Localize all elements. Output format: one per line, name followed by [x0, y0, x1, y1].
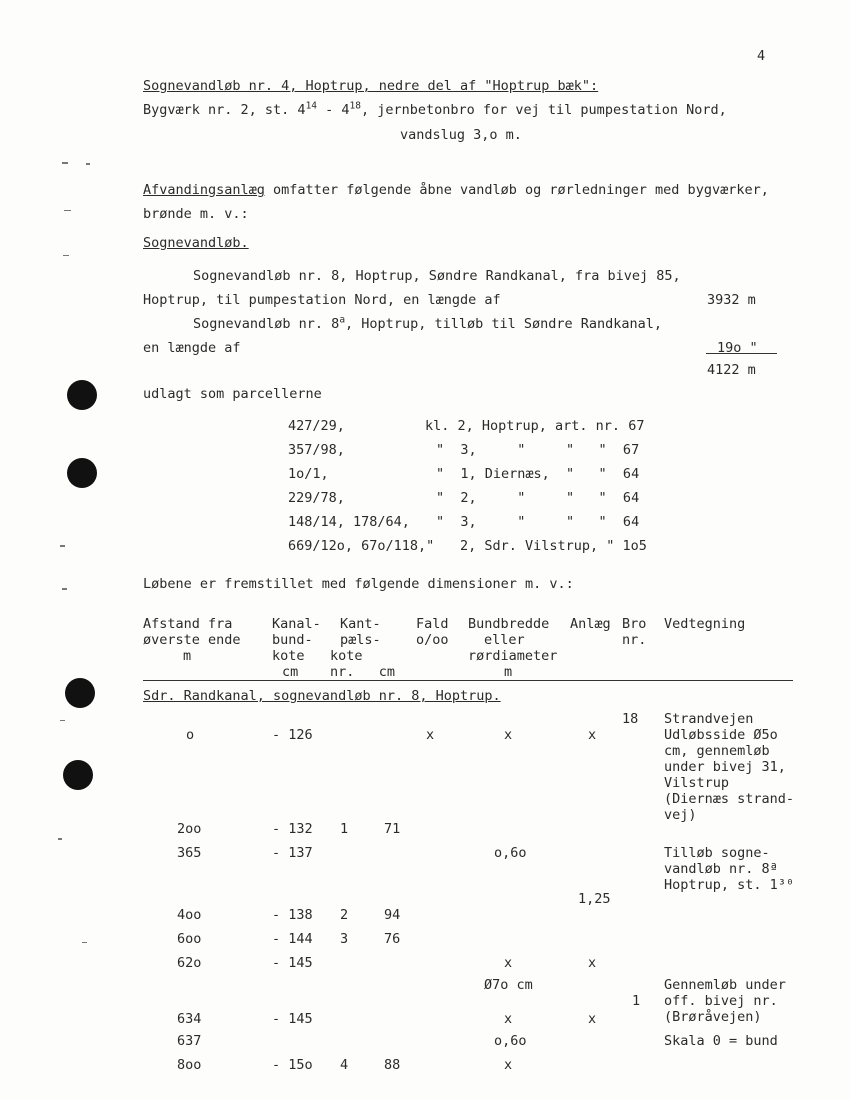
cell-afstand: 62o: [177, 955, 202, 971]
cell-kant-nr: 4: [340, 1057, 349, 1073]
col-kant-h4: nr. cm: [330, 664, 396, 680]
scan-speck: [60, 545, 65, 547]
parcel-nr: 229/78,: [288, 490, 345, 506]
cell-kote: - 145: [272, 955, 313, 971]
cell-afstand: 2oo: [177, 821, 202, 837]
cell-vedtegning: Vilstrup: [664, 775, 730, 791]
entry1-line2: Hoptrup, til pumpestation Nord, en længde af: [143, 292, 501, 308]
col-bundbredde-h3: rørdiameter: [468, 648, 558, 664]
cell-kote: - 15o: [272, 1057, 313, 1073]
parcel-kl: 2, Sdr. Vilstrup, " 1o5: [460, 538, 647, 554]
cell-kant-nr: 2: [340, 907, 349, 923]
cell-vedtegning: (Diernæs strand-: [664, 791, 795, 807]
parcel-kl: " 3, " " " 67: [436, 442, 640, 458]
cell-vedtegning: cm, gennemløb: [664, 743, 770, 759]
col-kant-h2: pæls-: [340, 632, 381, 648]
cell-afstand: 6oo: [177, 931, 202, 947]
cell-kant-cm: 76: [384, 931, 401, 947]
cell-bund: o,6o: [494, 845, 527, 861]
entry1-line1: Sognevandløb nr. 8, Hoptrup, Søndre Randkanal, fra bivej 85,: [193, 268, 681, 284]
parcel-nr: 427/29,: [288, 418, 345, 434]
scan-speck: [60, 720, 65, 721]
cell-afstand: 637: [177, 1033, 202, 1049]
cell-afstand: 634: [177, 1011, 202, 1027]
cell-bund: x: [504, 955, 513, 971]
cell-kote: - 145: [272, 1011, 313, 1027]
punch-hole: [67, 458, 97, 488]
col-afstand-h1: Afstand fra: [143, 616, 233, 632]
parcel-kl: kl. 2, Hoptrup, art. nr. 67: [425, 418, 645, 434]
cell-kote: - 132: [272, 821, 313, 837]
lobene-text: Løbene er fremstillet med følgende dimensioner m. v.:: [143, 576, 574, 592]
cell-anlaeg: x: [588, 727, 597, 743]
col-fald-h1: Fald: [416, 616, 449, 632]
entry2-length: 19o ": [717, 340, 758, 356]
cell-anlaeg: 1,25: [578, 891, 611, 907]
cell-bund-note: Ø7o cm: [484, 977, 533, 993]
scan-speck: [86, 163, 90, 165]
cell-kant-nr: 3: [340, 931, 349, 947]
udlagt-text: udlagt som parcellerne: [143, 386, 322, 402]
col-bundbredde-h4: m: [504, 664, 513, 680]
sognevandlob-heading: Sognevandløb.: [143, 235, 249, 251]
col-kanal-h3: kote: [272, 648, 305, 664]
entry2-line1: Sognevandløb nr. 8$^a$, Hoptrup, tilløb til Søndre Randkanal,: [193, 314, 663, 332]
afvandingsanlaeg-line: Afvandingsanlæg omfatter følgende åbne vandløb og rørledninger med bygværker,: [143, 182, 769, 198]
cell-vedtegning: Tilløb sogne-: [664, 845, 770, 861]
punch-hole: [63, 760, 93, 790]
cell-vedtegning: Skala 0 = bund: [664, 1033, 778, 1049]
cell-bro: 1: [632, 993, 641, 1009]
cell-vedtegning: vej): [664, 807, 697, 823]
cell-kote: - 126: [272, 727, 313, 743]
parcel-kl: " 1, Diernæs, " " 64: [436, 466, 640, 482]
bygvaerk-line-2: vandslug 3,o m.: [400, 127, 522, 143]
cell-bro: 18: [622, 711, 639, 727]
scan-speck: [82, 942, 87, 943]
col-kanal-h4: cm: [282, 664, 299, 680]
cell-afstand: 365: [177, 845, 202, 861]
section-title-sdr-randkanal: Sdr. Randkanal, sognevandløb nr. 8, Hoptrup.: [143, 688, 501, 704]
cell-vedtegning: under bivej 31,: [664, 759, 786, 775]
cell-bund: x: [504, 1011, 513, 1027]
cell-afstand: 8oo: [177, 1057, 202, 1073]
col-bundbredde-h1: Bundbredde: [468, 616, 550, 632]
col-bundbredde-h2: eller: [484, 632, 525, 648]
cell-anlaeg: x: [588, 955, 597, 971]
cell-vedtegning: off. bivej nr.: [664, 993, 778, 1009]
cell-kote: - 144: [272, 931, 313, 947]
cell-vedtegning: vandløb nr. 8ª: [664, 861, 778, 877]
scan-speck: [58, 838, 62, 840]
cell-kant-cm: 88: [384, 1057, 401, 1073]
cell-bund: x: [504, 727, 513, 743]
afvandingsanlaeg-line-2: brønde m. v.:: [143, 206, 249, 222]
parcel-kl: " 3, " " " 64: [436, 514, 640, 530]
cell-kant-nr: 1: [340, 821, 349, 837]
scan-speck: [63, 255, 69, 256]
parcel-kl: " 2, " " " 64: [436, 490, 640, 506]
col-afstand-h2: øverste ende: [143, 632, 241, 648]
table-header-rule: [143, 680, 793, 681]
parcel-nr: 669/12o, 67o/118,": [288, 538, 435, 554]
cell-vedtegning: (Brøråvejen): [664, 1009, 762, 1025]
punch-hole: [67, 380, 97, 410]
cell-bund: x: [504, 1057, 513, 1073]
cell-vedtegning: Gennemløb under: [664, 977, 786, 993]
parcel-nr: 148/14, 178/64,: [288, 514, 410, 530]
cell-bund: o,6o: [494, 1033, 527, 1049]
cell-kote: - 138: [272, 907, 313, 923]
section-heading-hoptrup-baek: Sognevandløb nr. 4, Hoptrup, nedre del af "Hoptrup bæk":: [143, 78, 599, 94]
col-kant-h1: Kant-: [340, 616, 381, 632]
page-number: 4: [757, 48, 766, 64]
cell-vedtegning: Udløbsside Ø5o: [664, 727, 778, 743]
bygvaerk-line: Bygværk nr. 2, st. $4^{14} - 4^{18}$, jernbetonbro for vej til pumpestation Nord,: [143, 100, 727, 118]
col-afstand-h3: m: [183, 648, 192, 664]
entry2-line2: en længde af: [143, 340, 241, 356]
entry1-length: 3932 m: [707, 292, 756, 308]
cell-kote: - 137: [272, 845, 313, 861]
cell-kant-cm: 71: [384, 821, 401, 837]
col-fald-h2: o/oo: [416, 632, 449, 648]
col-bro-h2: nr.: [622, 632, 647, 648]
col-kanal-h1: Kanal-: [272, 616, 321, 632]
scan-speck: [62, 588, 67, 590]
cell-kant-cm: 94: [384, 907, 401, 923]
col-anlaeg-h1: Anlæg: [570, 616, 611, 632]
cell-vedtegning: Hoptrup, st. 1³⁰: [664, 877, 795, 893]
cell-fald: x: [426, 727, 435, 743]
col-kant-h3: kote: [330, 648, 363, 664]
cell-vedtegning: Strandvejen: [664, 711, 754, 727]
col-vedtegning-h1: Vedtegning: [664, 616, 746, 632]
parcel-nr: 1o/1,: [288, 466, 329, 482]
scan-speck: [62, 162, 68, 164]
punch-hole: [65, 678, 95, 708]
sum-rule: [706, 353, 777, 354]
scan-speck: [64, 210, 71, 211]
cell-afstand: 4oo: [177, 907, 202, 923]
cell-afstand: o: [186, 727, 195, 743]
total-length: 4122 m: [707, 362, 756, 378]
parcel-nr: 357/98,: [288, 442, 345, 458]
cell-anlaeg: x: [588, 1011, 597, 1027]
col-bro-h1: Bro: [622, 616, 647, 632]
col-kanal-h2: bund-: [272, 632, 313, 648]
